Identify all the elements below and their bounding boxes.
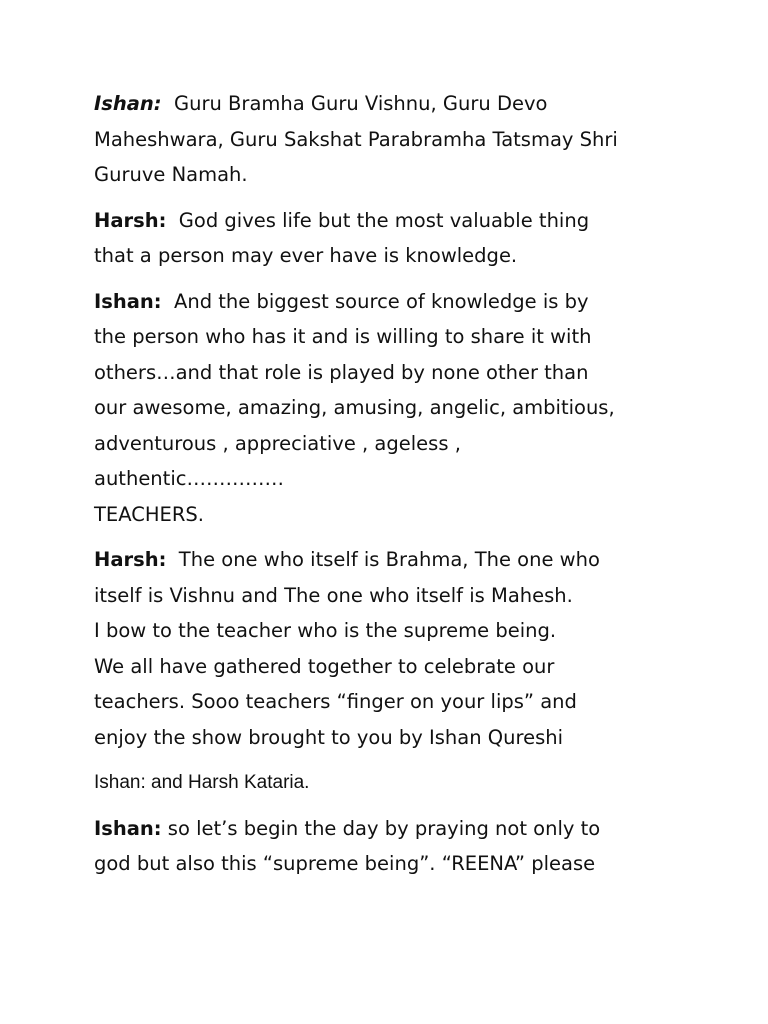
paragraph-harsh-knowledge <box>94 203 694 274</box>
text-line: that a person may ever have is knowledge. <box>94 244 518 267</box>
paragraph-ishan-prayer-invite <box>94 811 694 882</box>
text-line <box>94 203 694 239</box>
document-page <box>94 86 694 892</box>
text-line: We all have gathered together to celebrate our <box>94 654 555 678</box>
text-line: Maheshwara, Guru Sakshat Parabramha Tatsmay Shri <box>94 127 618 151</box>
speaker-label: Ishan: <box>94 92 162 115</box>
text-line <box>94 811 694 847</box>
text-line: adventurous , appreciative , ageless , <box>94 431 461 455</box>
dialogue-text: God gives life but the most valuable thing <box>178 208 590 232</box>
dialogue-text: so let’s begin the day by praying not only to <box>167 816 601 840</box>
dialogue-text: The one who itself is Brahma, The one who <box>178 548 600 571</box>
paragraph-harsh-supreme-being <box>94 542 694 755</box>
speaker-label: Ishan: <box>94 289 162 313</box>
dialogue-text: And the biggest source of knowledge is by <box>174 289 589 313</box>
text-line <box>94 284 694 320</box>
text-line: itself is Vishnu and The one who itself is Mahesh. <box>94 583 573 607</box>
text-line: TEACHERS. <box>94 502 204 526</box>
text-line: others…and that role is played by none other than <box>94 360 589 384</box>
text-line <box>94 542 694 578</box>
text-line <box>94 86 694 122</box>
text-line: I bow to the teacher who is the supreme being. <box>94 619 557 642</box>
paragraph-ishan-prayer <box>94 86 694 193</box>
paragraph-ishan-teachers <box>94 284 694 533</box>
text-line: teachers. Sooo teachers “finger on your lips” and <box>94 690 577 713</box>
text-line: our awesome, amazing, amusing, angelic, ambitious, <box>94 396 615 419</box>
text-line: authentic…………… <box>94 467 284 490</box>
paragraph-hosts-names <box>94 765 694 801</box>
text-line: god but also this “supreme being”. “REENA” please <box>94 852 596 875</box>
text-line: the person who has it and is willing to share it with <box>94 325 592 348</box>
dialogue-text: Guru Bramha Guru Vishnu, Guru Devo <box>174 92 548 115</box>
speaker-label: Harsh: <box>94 208 167 232</box>
text-line: Guruve Namah. <box>94 163 248 186</box>
speaker-label: Harsh: <box>94 548 167 571</box>
text-line: enjoy the show brought to you by Ishan Qureshi <box>94 725 563 749</box>
text-line: Ishan: and Harsh Kataria. <box>94 772 310 793</box>
speaker-label: Ishan: <box>94 816 162 840</box>
